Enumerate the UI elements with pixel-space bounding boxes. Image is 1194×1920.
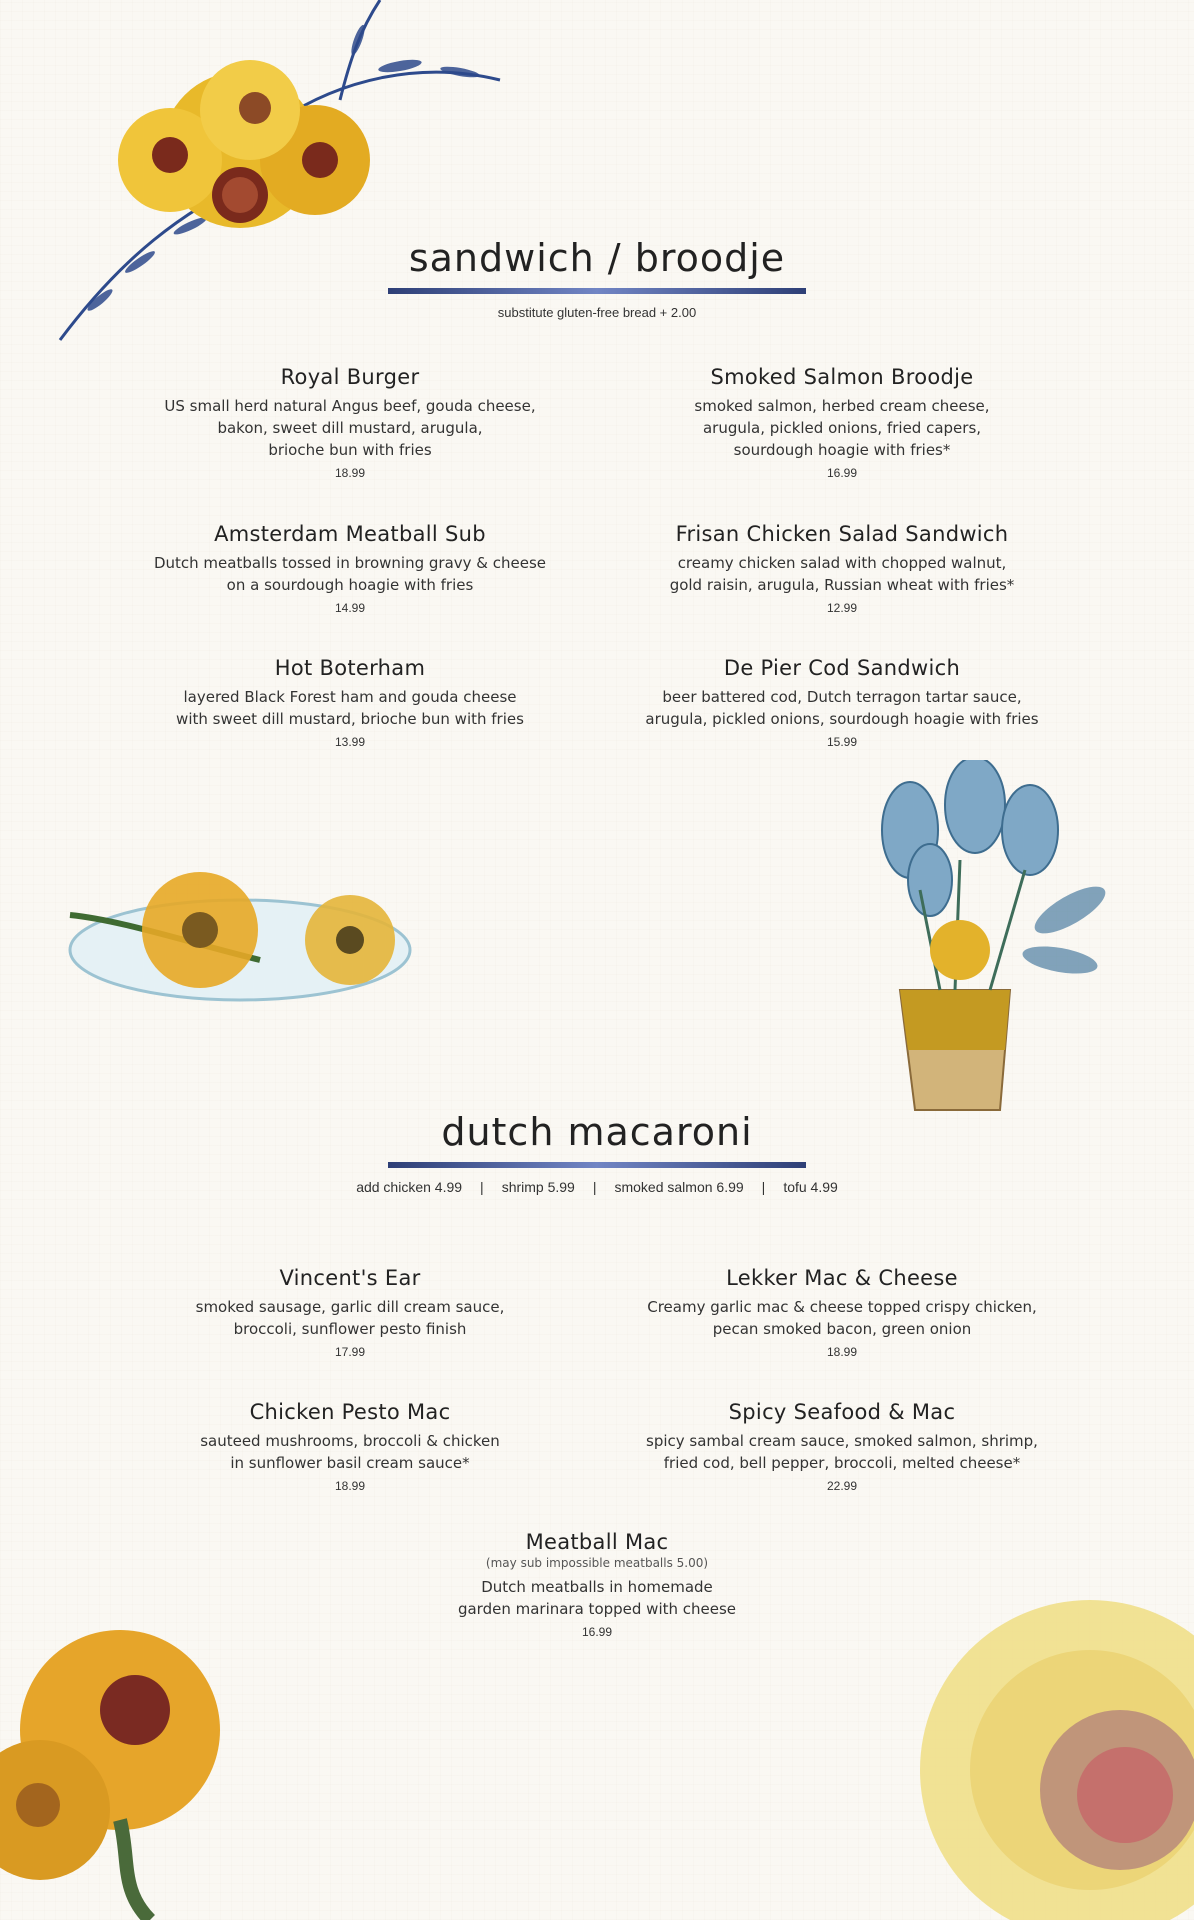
description-line: smoked sausage, garlic dill cream sauce, <box>195 1298 505 1316</box>
title-divider <box>388 288 806 294</box>
title-divider <box>388 1162 806 1168</box>
menu-item <box>612 656 1072 749</box>
item-name: Hot Boterham <box>274 656 426 680</box>
item-description <box>612 552 1072 596</box>
description-line: gold raisin, arugula, Russian wheat with fries* <box>669 576 1015 594</box>
item-name: Frisan Chicken Salad Sandwich <box>675 522 1009 546</box>
item-price: 16.99 <box>826 466 858 480</box>
item-name: Amsterdam Meatball Sub <box>214 522 486 546</box>
menu-item <box>612 365 1072 480</box>
item-description <box>120 1430 580 1474</box>
item-name: Chicken Pesto Mac <box>249 1400 451 1424</box>
description-line: fried cod, bell pepper, broccoli, melted cheese* <box>663 1454 1021 1472</box>
item-name: Vincent's Ear <box>279 1266 421 1290</box>
description-line: smoked salmon, herbed cream cheese, <box>694 397 990 415</box>
description-line: with sweet dill mustard, brioche bun with fries <box>176 710 524 728</box>
tulip-vase-icon <box>860 760 1120 1120</box>
item-description <box>367 1576 827 1620</box>
addon-separator: | <box>761 1179 766 1195</box>
sunflower-corner-icon <box>0 1620 290 1920</box>
item-price: 16.99 <box>581 1625 613 1639</box>
addon-option: smoked salmon 6.99 <box>614 1179 744 1195</box>
description-line: in sunflower basil cream sauce* <box>230 1454 470 1472</box>
item-price: 14.99 <box>334 601 366 615</box>
menu-item <box>612 522 1072 615</box>
item-price: 18.99 <box>334 1479 366 1493</box>
menu-item <box>120 656 580 749</box>
description-line: sourdough hoagie with fries* <box>733 441 951 459</box>
description-line: broccoli, sunflower pesto finish <box>233 1320 467 1338</box>
item-name: Lekker Mac & Cheese <box>726 1266 958 1290</box>
item-description <box>612 1430 1072 1474</box>
menu-item <box>120 1266 580 1359</box>
description-line: arugula, pickled onions, fried capers, <box>702 419 982 437</box>
item-price: 22.99 <box>826 1479 858 1493</box>
description-line: Dutch meatballs tossed in browning gravy & cheese <box>153 554 547 572</box>
addon-separator: | <box>480 1179 484 1195</box>
description-line: spicy sambal cream sauce, smoked salmon, shrimp, <box>646 1432 1038 1450</box>
item-description <box>612 686 1072 730</box>
item-name: Royal Burger <box>280 365 420 389</box>
addon-option: tofu 4.99 <box>783 1179 838 1195</box>
item-price: 17.99 <box>334 1345 366 1359</box>
description-line: layered Black Forest ham and gouda cheese <box>183 688 517 706</box>
addon-option: add chicken 4.99 <box>356 1179 463 1195</box>
description-line: bakon, sweet dill mustard, arugula, <box>217 419 483 437</box>
menu-item <box>120 365 580 480</box>
description-line: Dutch meatballs in homemade <box>481 1578 713 1596</box>
description-line: brioche bun with fries <box>268 441 432 459</box>
item-price: 13.99 <box>334 735 366 749</box>
menu-item <box>120 1400 580 1493</box>
addon-option: shrimp 5.99 <box>501 1179 575 1195</box>
description-line: on a sourdough hoagie with fries <box>226 576 474 594</box>
item-description <box>612 395 1072 461</box>
description-line: pecan smoked bacon, green onion <box>712 1320 972 1338</box>
item-name: De Pier Cod Sandwich <box>723 656 961 680</box>
item-description <box>612 1296 1072 1340</box>
description-line: garden marinara topped with cheese <box>457 1600 737 1618</box>
gluten-free-note: substitute gluten-free bread + 2.00 <box>497 305 697 320</box>
description-line: Creamy garlic mac & cheese topped crispy chicken, <box>647 1298 1037 1316</box>
item-price: 15.99 <box>826 735 858 749</box>
item-price: 18.99 <box>334 466 366 480</box>
description-line: arugula, pickled onions, sourdough hoagie with fries <box>645 710 1039 728</box>
menu-item <box>612 1400 1072 1493</box>
description-line: creamy chicken salad with chopped walnut, <box>677 554 1007 572</box>
item-note: (may sub impossible meatballs 5.00) <box>485 1556 709 1570</box>
addon-separator: | <box>592 1179 597 1195</box>
sunflower-plate-icon <box>60 840 420 1040</box>
menu-item <box>612 1266 1072 1359</box>
item-description <box>120 1296 580 1340</box>
section-title-sandwich: sandwich / broodje <box>408 236 786 280</box>
addons-line <box>0 1179 1194 1195</box>
sunflower-corner-large-icon <box>870 1550 1194 1920</box>
description-line: beer battered cod, Dutch terragon tartar sauce, <box>662 688 1022 706</box>
item-price: 18.99 <box>826 1345 858 1359</box>
description-line: sauteed mushrooms, broccoli & chicken <box>200 1432 500 1450</box>
section-title-macaroni: dutch macaroni <box>441 1110 753 1154</box>
item-description <box>120 395 580 461</box>
item-description <box>120 552 580 596</box>
description-line: US small herd natural Angus beef, gouda cheese, <box>164 397 536 415</box>
item-name: Meatball Mac <box>525 1530 669 1554</box>
item-name: Spicy Seafood & Mac <box>728 1400 956 1424</box>
menu-item <box>120 522 580 615</box>
item-price: 12.99 <box>826 601 858 615</box>
item-description <box>120 686 580 730</box>
item-name: Smoked Salmon Broodje <box>710 365 974 389</box>
menu-item <box>367 1530 827 1639</box>
